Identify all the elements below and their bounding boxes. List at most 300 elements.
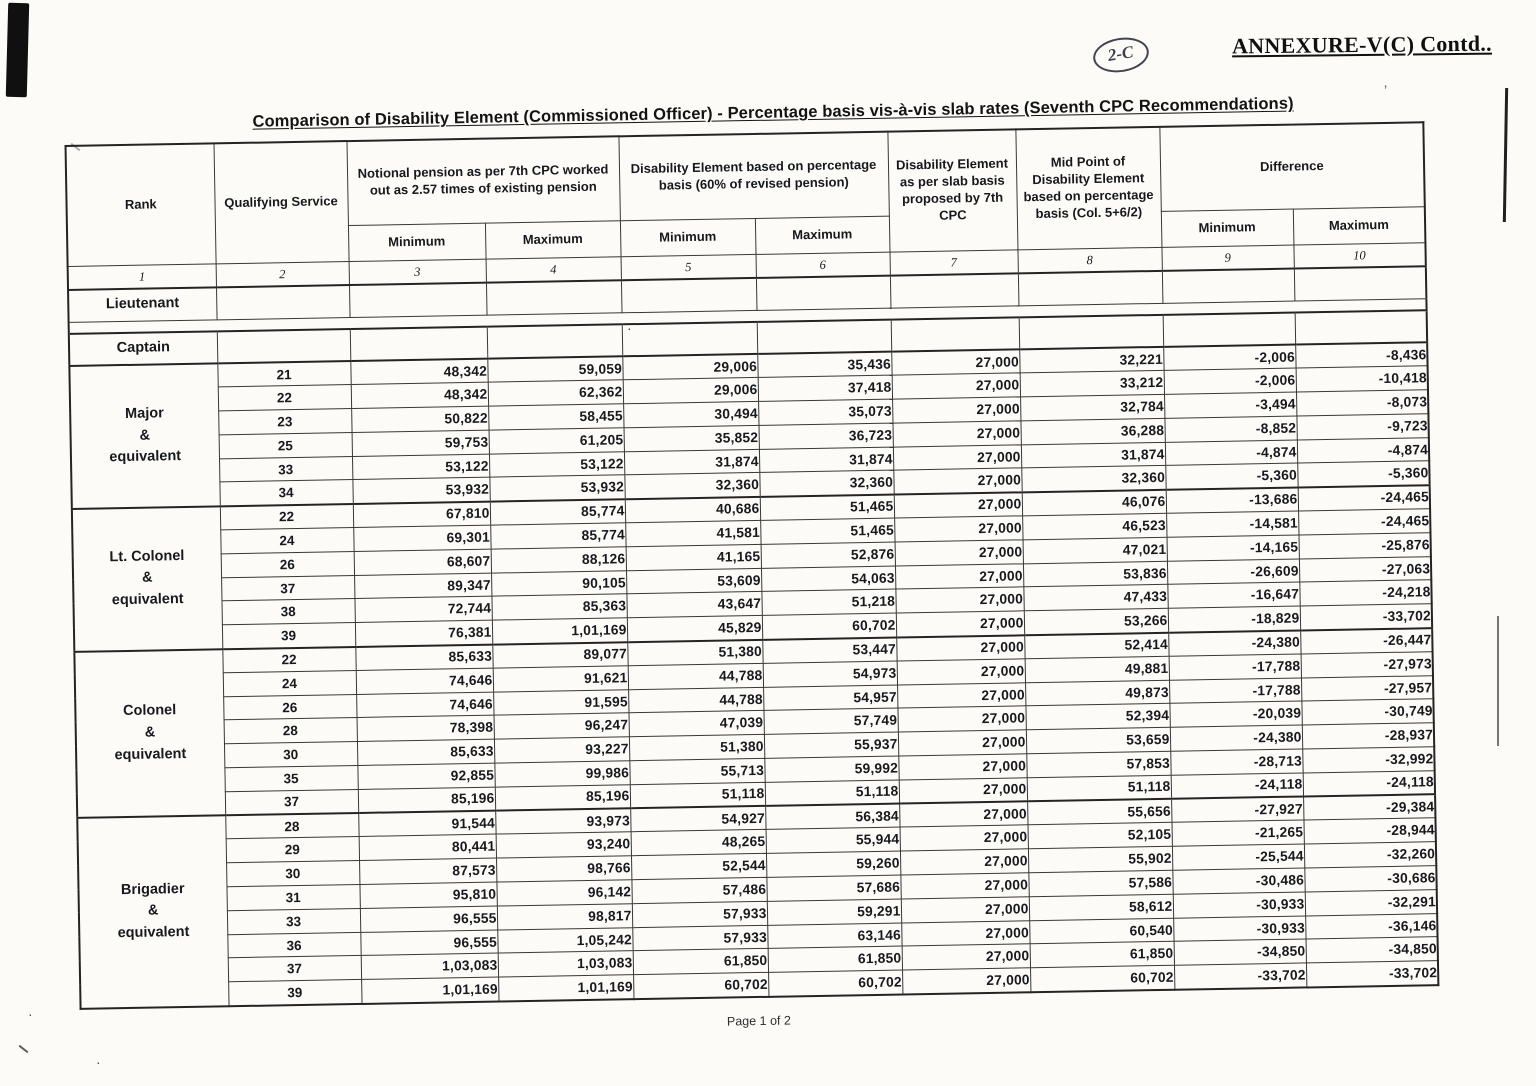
value-cell: 27,000 bbox=[897, 706, 1025, 732]
value-cell: -24,465 bbox=[1298, 485, 1430, 511]
qualifying-service-cell: 36 bbox=[227, 932, 360, 958]
value-cell: 98,766 bbox=[496, 856, 631, 882]
value-cell: 90,105 bbox=[491, 570, 626, 596]
document-content bbox=[64, 92, 1438, 1039]
value-cell: 53,836 bbox=[1023, 561, 1167, 587]
value-cell: 80,441 bbox=[359, 835, 496, 861]
qualifying-service-cell bbox=[217, 329, 351, 363]
value-cell: -27,063 bbox=[1299, 556, 1431, 582]
annexure-heading: ANNEXURE-V(C) Contd.. bbox=[1231, 30, 1493, 59]
value-cell: 96,142 bbox=[496, 880, 631, 906]
value-cell: 53,447 bbox=[762, 637, 896, 663]
value-cell: 55,944 bbox=[766, 827, 900, 853]
table-header bbox=[66, 122, 1426, 290]
value-cell: 53,932 bbox=[352, 478, 489, 504]
value-cell: 45,829 bbox=[627, 616, 762, 642]
rank-cell: Brigadier & equivalent bbox=[77, 815, 228, 1008]
value-cell: 51,218 bbox=[761, 590, 895, 616]
value-cell: -3,494 bbox=[1164, 392, 1296, 418]
header-min-notional: Minimum bbox=[348, 223, 486, 261]
column-number: 1 bbox=[68, 263, 216, 290]
scan-line-artifact bbox=[1497, 616, 1499, 746]
qualifying-service-cell: 21 bbox=[217, 361, 350, 387]
value-cell: -13,686 bbox=[1166, 487, 1298, 513]
qualifying-service-cell: 31 bbox=[226, 884, 359, 910]
rank-cell: Colonel & equivalent bbox=[74, 649, 225, 818]
value-cell: 36,288 bbox=[1020, 418, 1164, 444]
qualifying-service-cell: 25 bbox=[219, 432, 352, 458]
value-cell: -8,073 bbox=[1296, 390, 1428, 416]
scan-speck: · bbox=[627, 320, 632, 336]
column-number: 3 bbox=[349, 259, 486, 285]
value-cell: -24,118 bbox=[1171, 773, 1303, 799]
qualifying-service-cell: 30 bbox=[224, 742, 357, 768]
value-cell: 43,647 bbox=[626, 592, 761, 618]
comparison-table bbox=[65, 121, 1440, 1009]
value-cell: 58,455 bbox=[488, 404, 623, 430]
value-cell: 35,852 bbox=[624, 425, 759, 451]
value-cell: 47,433 bbox=[1023, 585, 1167, 611]
value-cell: 59,753 bbox=[352, 430, 489, 456]
value-cell: 51,465 bbox=[760, 518, 894, 544]
value-cell: 59,059 bbox=[487, 356, 622, 382]
value-cell: -30,933 bbox=[1173, 916, 1305, 942]
value-cell: 78,398 bbox=[357, 716, 494, 742]
value-cell: 27,000 bbox=[900, 873, 1028, 899]
qualifying-service-cell: 35 bbox=[224, 766, 357, 792]
rank-cell: Major & equivalent bbox=[69, 363, 219, 508]
value-cell: 85,196 bbox=[495, 785, 630, 811]
header-min-percentage: Minimum bbox=[620, 218, 756, 256]
value-cell: 27,000 bbox=[896, 611, 1024, 637]
value-cell: 93,973 bbox=[495, 808, 630, 834]
value-cell: 76,381 bbox=[355, 620, 492, 646]
value-cell: -2,006 bbox=[1163, 345, 1295, 371]
value-cell: -28,937 bbox=[1302, 723, 1434, 749]
value-cell bbox=[1162, 269, 1295, 303]
value-cell: 49,873 bbox=[1025, 680, 1169, 706]
value-cell: 55,902 bbox=[1028, 847, 1172, 873]
value-cell bbox=[621, 278, 757, 312]
value-cell: -30,686 bbox=[1304, 866, 1436, 892]
value-cell: 51,380 bbox=[627, 639, 762, 665]
qualifying-service-cell: 38 bbox=[221, 599, 354, 625]
qualifying-service-cell: 39 bbox=[222, 623, 355, 649]
qualifying-service-cell: 24 bbox=[220, 528, 353, 554]
value-cell: 57,686 bbox=[766, 875, 900, 901]
value-cell: 51,380 bbox=[629, 735, 764, 761]
qualifying-service-cell: 37 bbox=[225, 789, 358, 815]
value-cell: 52,105 bbox=[1028, 823, 1172, 849]
value-cell: 89,077 bbox=[492, 642, 627, 668]
column-number: 5 bbox=[621, 254, 756, 280]
value-cell: 53,609 bbox=[626, 568, 761, 594]
value-cell: 32,360 bbox=[624, 473, 759, 499]
value-cell: -2,006 bbox=[1164, 368, 1296, 394]
value-cell: -17,788 bbox=[1169, 678, 1301, 704]
value-cell: 98,817 bbox=[497, 904, 632, 930]
value-cell: 96,555 bbox=[360, 930, 497, 956]
value-cell bbox=[487, 324, 623, 358]
value-cell: -33,702 bbox=[1306, 961, 1438, 987]
handwritten-stamp bbox=[1091, 34, 1151, 76]
qualifying-service-cell: 22 bbox=[222, 647, 355, 673]
qualifying-service-cell: 29 bbox=[226, 837, 359, 863]
value-cell: 41,165 bbox=[626, 544, 761, 570]
column-number: 9 bbox=[1161, 245, 1293, 271]
value-cell: 51,118 bbox=[1027, 775, 1171, 801]
value-cell: 33,212 bbox=[1020, 371, 1164, 397]
value-cell: 27,000 bbox=[900, 825, 1028, 851]
value-cell: 88,126 bbox=[491, 547, 626, 573]
qualifying-service-cell: 28 bbox=[224, 718, 357, 744]
qualifying-service-cell: 26 bbox=[221, 551, 354, 577]
value-cell: 40,686 bbox=[625, 497, 760, 523]
value-cell: -24,465 bbox=[1298, 509, 1430, 535]
value-cell: 27,000 bbox=[902, 968, 1030, 994]
header-min-difference: Minimum bbox=[1161, 209, 1294, 247]
column-number: 8 bbox=[1017, 247, 1161, 274]
value-cell: 74,646 bbox=[356, 668, 493, 694]
value-cell: -14,581 bbox=[1166, 511, 1298, 537]
value-cell bbox=[350, 327, 488, 361]
column-number: 6 bbox=[756, 252, 890, 278]
value-cell: 74,646 bbox=[356, 692, 493, 718]
value-cell: 29,006 bbox=[622, 354, 757, 380]
value-cell: -18,829 bbox=[1168, 606, 1300, 632]
scan-pen-mark bbox=[19, 1045, 29, 1053]
value-cell: 27,000 bbox=[894, 492, 1022, 518]
value-cell: 27,000 bbox=[893, 445, 1021, 471]
value-cell: -29,384 bbox=[1303, 794, 1435, 820]
value-cell: 61,850 bbox=[633, 949, 768, 975]
value-cell: 27,000 bbox=[894, 516, 1022, 542]
value-cell: 35,436 bbox=[757, 352, 891, 378]
value-cell: 59,992 bbox=[764, 756, 898, 782]
value-cell: 93,227 bbox=[494, 737, 629, 763]
scan-line-artifact bbox=[1503, 88, 1508, 222]
value-cell: 54,063 bbox=[761, 566, 895, 592]
value-cell: -26,609 bbox=[1167, 559, 1299, 585]
value-cell: -25,544 bbox=[1172, 844, 1304, 870]
value-cell: 46,076 bbox=[1022, 490, 1166, 516]
rank-cell: Lieutenant bbox=[68, 287, 217, 322]
header-max-difference: Maximum bbox=[1293, 206, 1426, 244]
value-cell bbox=[756, 276, 891, 310]
qualifying-service-cell bbox=[216, 285, 350, 319]
scan-speck: · bbox=[28, 1006, 33, 1022]
value-cell: 27,000 bbox=[893, 468, 1021, 494]
value-cell: 54,973 bbox=[763, 661, 897, 687]
value-cell: 35,073 bbox=[758, 399, 892, 425]
header-mid-point: Mid Point of Disability Element based on percentage basis (Col. 5+6/2) bbox=[1015, 127, 1161, 249]
value-cell: -9,723 bbox=[1296, 414, 1428, 440]
value-cell: -30,486 bbox=[1172, 868, 1304, 894]
value-cell: 32,784 bbox=[1020, 394, 1164, 420]
value-cell: 27,000 bbox=[895, 587, 1023, 613]
value-cell: -28,713 bbox=[1170, 749, 1302, 775]
value-cell: 49,881 bbox=[1025, 656, 1169, 682]
qualifying-service-cell: 33 bbox=[219, 456, 352, 482]
value-cell: 91,595 bbox=[493, 689, 628, 715]
header-qualifying-service: Qualifying Service bbox=[214, 141, 349, 263]
value-cell: 27,000 bbox=[901, 920, 1029, 946]
table-body bbox=[68, 266, 1438, 1008]
value-cell: 27,000 bbox=[900, 849, 1028, 875]
column-number: 10 bbox=[1293, 242, 1425, 268]
value-cell: 85,633 bbox=[357, 739, 494, 765]
value-cell: 62,362 bbox=[488, 380, 623, 406]
qualifying-service-cell: 23 bbox=[218, 409, 351, 435]
value-cell: 63,146 bbox=[767, 923, 901, 949]
value-cell: -24,218 bbox=[1299, 580, 1431, 606]
value-cell: 1,01,169 bbox=[492, 618, 627, 644]
value-cell bbox=[1163, 313, 1296, 347]
column-number: 4 bbox=[486, 256, 621, 282]
value-cell: -25,876 bbox=[1299, 533, 1431, 559]
value-cell: 55,656 bbox=[1027, 799, 1171, 825]
value-cell: 53,266 bbox=[1024, 609, 1168, 635]
value-cell: 60,540 bbox=[1029, 918, 1173, 944]
header-notional-pension: Notional pension as per 7th CPC worked out as 2.57 times of existing pension bbox=[346, 136, 619, 225]
value-cell bbox=[1018, 271, 1163, 306]
qualifying-service-cell: 22 bbox=[220, 504, 353, 530]
value-cell: 85,633 bbox=[355, 644, 492, 670]
value-cell: -33,702 bbox=[1300, 604, 1432, 630]
value-cell: 32,360 bbox=[759, 471, 893, 497]
value-cell: 85,774 bbox=[490, 499, 625, 525]
value-cell: 47,021 bbox=[1023, 537, 1167, 563]
value-cell: 68,607 bbox=[354, 549, 491, 575]
value-cell: 93,240 bbox=[496, 832, 631, 858]
value-cell: 27,000 bbox=[895, 540, 1023, 566]
value-cell: 44,788 bbox=[628, 687, 763, 713]
scan-speck: · bbox=[96, 1054, 101, 1070]
value-cell: 56,384 bbox=[765, 804, 899, 830]
value-cell: 60,702 bbox=[768, 970, 902, 996]
qualifying-service-cell: 33 bbox=[227, 908, 360, 934]
value-cell: 92,855 bbox=[357, 763, 494, 789]
value-cell: 52,414 bbox=[1024, 632, 1168, 658]
column-number: 7 bbox=[890, 249, 1018, 275]
value-cell: -32,260 bbox=[1304, 842, 1436, 868]
document-title: Comparison of Disability Element (Commissioned Officer) - Percentage basis vis-à-vis slab rates (Seventh CPC Recommendations) bbox=[252, 94, 1294, 131]
value-cell: 59,260 bbox=[766, 851, 900, 877]
value-cell: 52,394 bbox=[1025, 704, 1169, 730]
value-cell: -34,850 bbox=[1306, 937, 1438, 963]
value-cell: -8,852 bbox=[1164, 416, 1296, 442]
column-number: 2 bbox=[216, 261, 349, 287]
value-cell: -24,380 bbox=[1170, 725, 1302, 751]
header-max-notional: Maximum bbox=[485, 220, 621, 258]
qualifying-service-cell: 37 bbox=[228, 956, 361, 982]
value-cell: 57,486 bbox=[631, 877, 766, 903]
value-cell: 1,01,169 bbox=[361, 977, 498, 1003]
value-cell: 29,006 bbox=[623, 378, 758, 404]
value-cell: -32,992 bbox=[1302, 747, 1434, 773]
value-cell: 59,291 bbox=[767, 899, 901, 925]
value-cell: 51,465 bbox=[760, 494, 894, 520]
value-cell: -5,360 bbox=[1297, 461, 1429, 487]
qualifying-service-cell: 28 bbox=[225, 813, 358, 839]
value-cell: 60,702 bbox=[633, 973, 768, 999]
value-cell: 57,933 bbox=[632, 925, 767, 951]
value-cell: 37,418 bbox=[758, 375, 892, 401]
value-cell: -27,927 bbox=[1171, 797, 1303, 823]
value-cell: 36,723 bbox=[759, 423, 893, 449]
value-cell: 99,986 bbox=[494, 761, 629, 787]
qualifying-service-cell: 26 bbox=[223, 694, 356, 720]
value-cell: 85,196 bbox=[358, 787, 495, 813]
qualifying-service-cell: 34 bbox=[219, 480, 352, 506]
value-cell: 60,702 bbox=[1030, 965, 1174, 991]
value-cell: 52,876 bbox=[761, 542, 895, 568]
header-slab-basis: Disability Element as per slab basis proposed by 7th CPC bbox=[887, 129, 1017, 251]
value-cell: -27,957 bbox=[1301, 675, 1433, 701]
value-cell: 51,118 bbox=[765, 780, 899, 806]
value-cell: 1,01,169 bbox=[498, 975, 633, 1001]
value-cell: 96,247 bbox=[494, 713, 629, 739]
qualifying-service-cell: 30 bbox=[226, 861, 359, 887]
value-cell: 72,744 bbox=[354, 597, 491, 623]
rank-cell: Captain bbox=[69, 331, 218, 366]
value-cell bbox=[1294, 266, 1427, 300]
value-cell: -20,039 bbox=[1169, 701, 1301, 727]
header-disability-percentage: Disability Element based on percentage basis (60% of revised pension) bbox=[618, 132, 888, 221]
value-cell: -4,874 bbox=[1165, 440, 1297, 466]
qualifying-service-cell: 24 bbox=[223, 670, 356, 696]
value-cell: 27,000 bbox=[891, 349, 1019, 375]
value-cell: 1,05,242 bbox=[497, 927, 632, 953]
value-cell: 55,713 bbox=[629, 758, 764, 784]
value-cell: 27,000 bbox=[898, 730, 1026, 756]
value-cell: 61,205 bbox=[489, 428, 624, 454]
value-cell: 31,874 bbox=[624, 449, 759, 475]
value-cell: 27,000 bbox=[898, 754, 1026, 780]
value-cell: -16,647 bbox=[1167, 582, 1299, 608]
value-cell: 27,000 bbox=[896, 635, 1024, 661]
value-cell bbox=[349, 283, 487, 317]
value-cell: 57,853 bbox=[1026, 751, 1170, 777]
value-cell: -14,165 bbox=[1167, 535, 1299, 561]
qualifying-service-cell: 39 bbox=[228, 980, 361, 1006]
handwritten-stamp-text: 2-C bbox=[1091, 34, 1151, 76]
value-cell: 54,927 bbox=[630, 806, 765, 832]
value-cell: 27,000 bbox=[892, 397, 1020, 423]
value-cell: -36,146 bbox=[1305, 913, 1437, 939]
value-cell: 61,850 bbox=[1030, 942, 1174, 968]
value-cell bbox=[1019, 315, 1164, 350]
value-cell: 60,702 bbox=[762, 613, 896, 639]
value-cell: 1,03,083 bbox=[361, 953, 498, 979]
value-cell: 27,000 bbox=[897, 682, 1025, 708]
value-cell: 58,612 bbox=[1029, 894, 1173, 920]
value-cell: 53,932 bbox=[489, 475, 624, 501]
value-cell bbox=[891, 317, 1020, 351]
value-cell: 32,221 bbox=[1019, 347, 1163, 373]
value-cell: 57,933 bbox=[632, 901, 767, 927]
value-cell: -4,874 bbox=[1297, 437, 1429, 463]
value-cell: 51,118 bbox=[630, 782, 765, 808]
value-cell: 27,000 bbox=[902, 944, 1030, 970]
value-cell: 31,874 bbox=[1021, 442, 1165, 468]
header-difference: Difference bbox=[1159, 122, 1424, 211]
value-cell: 57,586 bbox=[1028, 870, 1172, 896]
scan-edge-artifact bbox=[6, 3, 29, 98]
value-cell: -33,702 bbox=[1174, 963, 1306, 989]
value-cell: 30,494 bbox=[623, 402, 758, 428]
value-cell: 69,301 bbox=[353, 525, 490, 551]
header-max-percentage: Maximum bbox=[755, 216, 890, 254]
value-cell: 27,000 bbox=[901, 897, 1029, 923]
value-cell: 50,822 bbox=[351, 406, 488, 432]
qualifying-service-cell: 37 bbox=[221, 575, 354, 601]
value-cell: 31,874 bbox=[759, 447, 893, 473]
value-cell: -21,265 bbox=[1172, 820, 1304, 846]
value-cell: 54,957 bbox=[763, 685, 897, 711]
value-cell: 47,039 bbox=[629, 711, 764, 737]
value-cell: 91,544 bbox=[358, 811, 495, 837]
value-cell: 53,122 bbox=[352, 454, 489, 480]
value-cell bbox=[757, 320, 892, 354]
scan-speck: ’ bbox=[1384, 82, 1388, 98]
value-cell: 67,810 bbox=[353, 501, 490, 527]
value-cell: -30,749 bbox=[1301, 699, 1433, 725]
value-cell: 89,347 bbox=[354, 573, 491, 599]
value-cell: 53,659 bbox=[1026, 728, 1170, 754]
value-cell: 27,000 bbox=[892, 373, 1020, 399]
value-cell bbox=[486, 280, 622, 314]
value-cell: 52,544 bbox=[631, 854, 766, 880]
value-cell: 85,774 bbox=[490, 523, 625, 549]
value-cell: -28,944 bbox=[1303, 818, 1435, 844]
value-cell: 85,363 bbox=[491, 594, 626, 620]
value-cell: -10,418 bbox=[1296, 366, 1428, 392]
value-cell: 96,555 bbox=[360, 906, 497, 932]
value-cell: 53,122 bbox=[489, 451, 624, 477]
value-cell: 27,000 bbox=[897, 659, 1025, 685]
value-cell: 61,850 bbox=[768, 946, 902, 972]
value-cell: 46,523 bbox=[1022, 513, 1166, 539]
value-cell: -32,291 bbox=[1305, 889, 1437, 915]
value-cell: -5,360 bbox=[1165, 464, 1297, 490]
value-cell: 27,000 bbox=[892, 421, 1020, 447]
header-rank: Rank bbox=[66, 143, 216, 266]
value-cell: 48,342 bbox=[350, 359, 487, 385]
value-cell: 55,937 bbox=[764, 732, 898, 758]
value-cell: 87,573 bbox=[359, 858, 496, 884]
qualifying-service-cell: 22 bbox=[218, 385, 351, 411]
value-cell bbox=[622, 322, 758, 356]
value-cell bbox=[1295, 310, 1428, 344]
value-cell bbox=[890, 273, 1019, 307]
value-cell: -27,973 bbox=[1301, 652, 1433, 678]
value-cell: -8,436 bbox=[1295, 342, 1427, 368]
value-cell: 27,000 bbox=[895, 564, 1023, 590]
page-footer: Page 1 of 2 bbox=[726, 1012, 791, 1029]
rank-cell: Lt. Colonel & equivalent bbox=[72, 506, 222, 651]
value-cell: -26,447 bbox=[1300, 628, 1432, 654]
value-cell: 57,749 bbox=[764, 708, 898, 734]
value-cell: 95,810 bbox=[359, 882, 496, 908]
value-cell: -30,933 bbox=[1173, 892, 1305, 918]
value-cell: 41,581 bbox=[625, 520, 760, 546]
value-cell: -34,850 bbox=[1174, 939, 1306, 965]
value-cell: 27,000 bbox=[899, 778, 1027, 804]
value-cell: 44,788 bbox=[628, 663, 763, 689]
value-cell: 48,342 bbox=[351, 382, 488, 408]
value-cell: 1,03,083 bbox=[498, 951, 633, 977]
